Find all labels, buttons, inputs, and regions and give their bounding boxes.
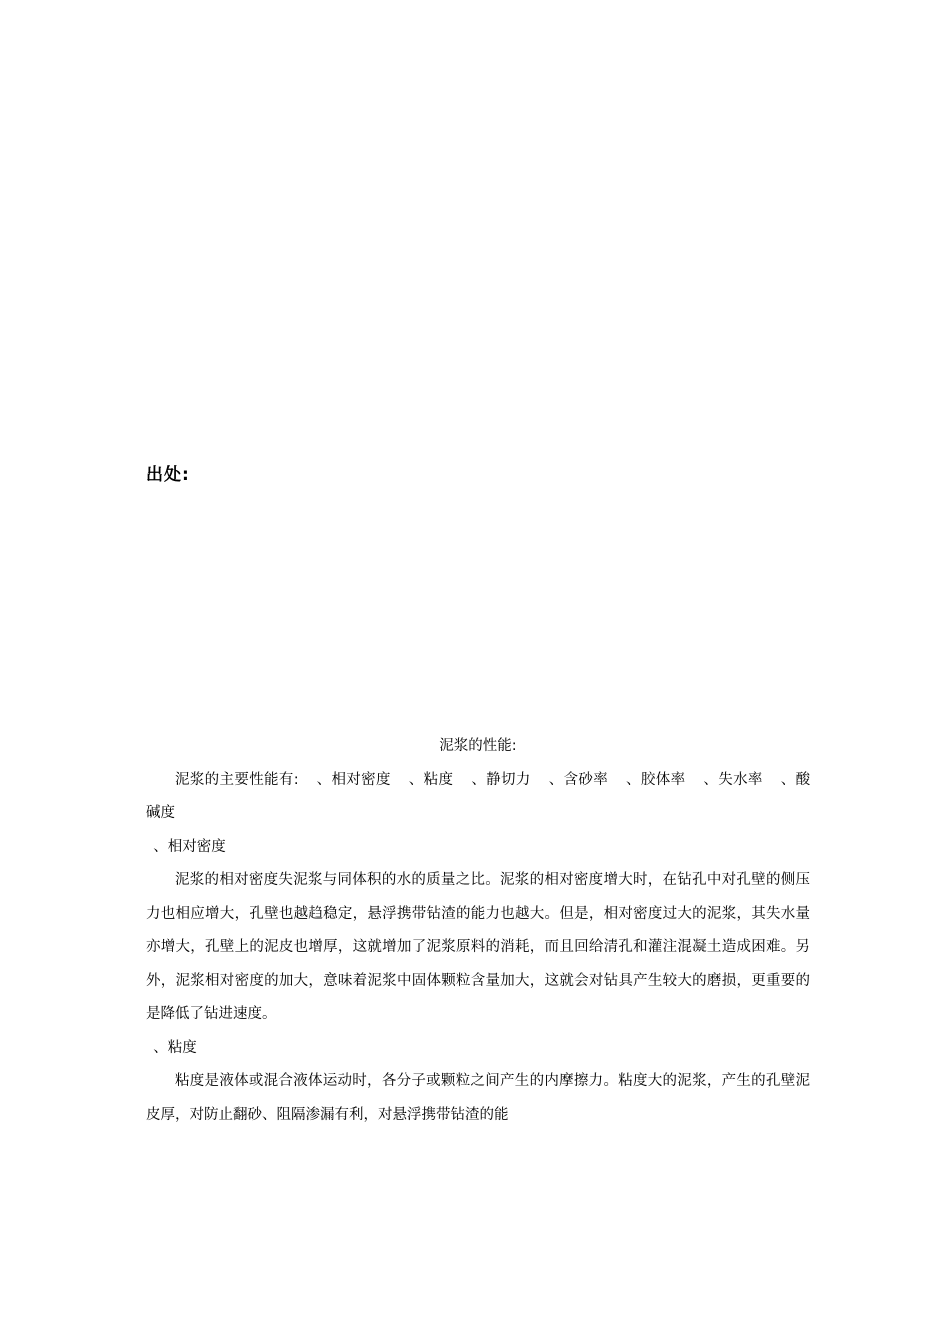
property-item: 、含砂率 [548, 771, 609, 788]
property-item: 、失水率 [703, 771, 763, 788]
intro-prefix: 泥浆的主要性能有: [175, 771, 299, 788]
property-item: 、相对密度 [316, 771, 391, 788]
section-heading: 、相对密度 [153, 838, 226, 855]
source-label: 出处: [146, 465, 190, 485]
article [146, 730, 810, 1132]
article-title: 泥浆的性能: [439, 738, 517, 754]
section-body: 粘度是液体或混合液体运动时，各分子或颗粒之间产生的内摩擦力。粘度大的泥浆，产生的孔壁泥皮厚，对防止翻砂、阻隔渗漏有利，对悬浮携带钻渣的能 [146, 1073, 810, 1123]
property-item: 、静切力 [471, 771, 531, 788]
property-item: 、粘度 [408, 771, 454, 788]
intro-paragraph [146, 764, 810, 831]
section-body: 泥浆的相对密度失泥浆与同体积的水的质量之比。泥浆的相对密度增大时，在钻孔中对孔壁的侧压力也相应增大，孔壁也越趋稳定，悬浮携带钻渣的能力也越大。但是，相对密度过大的泥浆，其失水量亦增大，孔壁上的泥皮也增厚，这就增加了泥浆原料的消耗，而且回给清孔和灌注混凝土造成困难。另外，泥浆相对密度的加大，意味着泥浆中固体颗粒含量加大，这就会对钻具产生较大的磨损，更重要的是降低了钻进速度。 [146, 872, 810, 1022]
property-item: 、酸碱度 [146, 771, 811, 821]
section-heading: 、粘度 [153, 1039, 197, 1056]
property-item: 、胶体率 [626, 771, 686, 788]
